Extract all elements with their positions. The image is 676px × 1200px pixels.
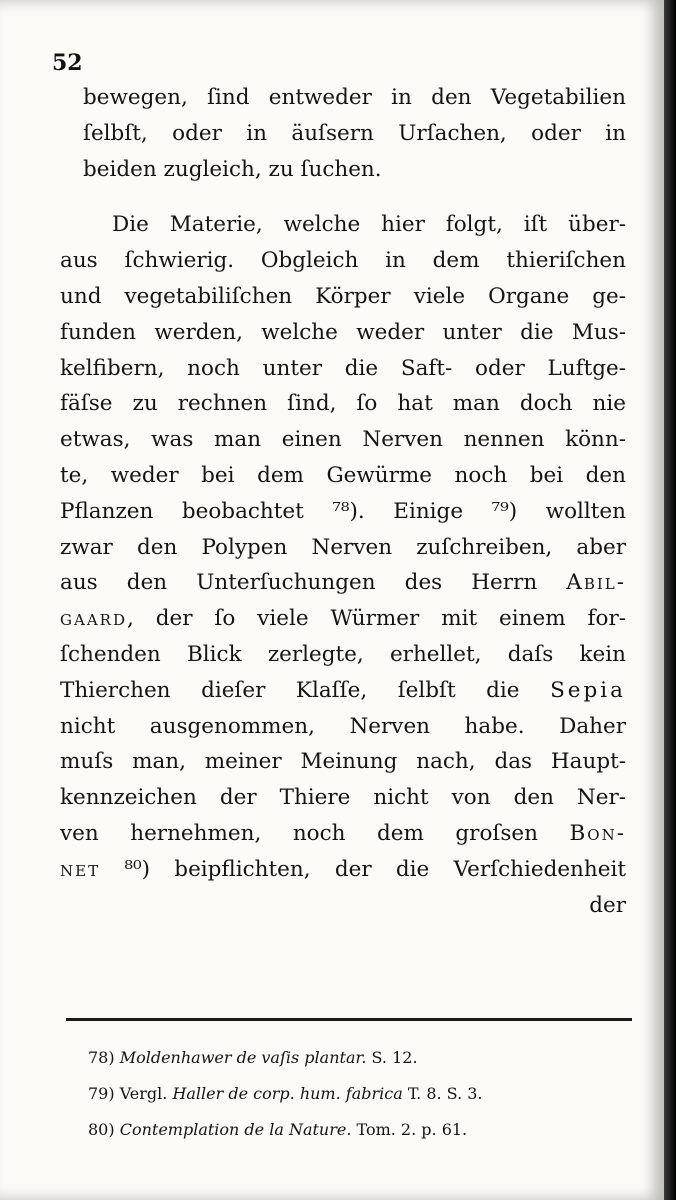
page-edge-shadow <box>664 0 676 1200</box>
text-line <box>60 601 626 637</box>
text-line <box>60 852 626 888</box>
text-segment: ven hernehmen, noch dem groſsen <box>60 820 538 846</box>
text-line: ſelbſt, oder in äuſsern Urſachen, oder in <box>83 120 626 146</box>
text-line: muſs man, meiner Meinung nach, das Haupt- <box>60 749 626 775</box>
author-name: Bon- <box>569 820 626 846</box>
text-line: kelfibern, noch unter die Saft- oder Luftge- <box>60 355 626 381</box>
footnote-number: 78) <box>88 1048 115 1067</box>
footnotes <box>88 1040 483 1148</box>
author-name: net <box>60 856 101 882</box>
text-line: funden werden, welche weder unter die Mus- <box>60 319 626 345</box>
footnote <box>88 1112 483 1148</box>
footnote-title: Haller de corp. hum. fabrica <box>172 1084 403 1103</box>
footnote-prefix: Vergl. <box>119 1084 173 1103</box>
catchword: der <box>589 892 626 918</box>
text-line: ſchenden Blick zerlegte, erhellet, daſs kein <box>60 641 626 667</box>
text-line: nicht ausgenommen, Nerven habe. Daher <box>60 713 626 739</box>
text-line: zwar den Polypen Nerven zuſchreiben, aber <box>60 534 626 560</box>
footnote <box>88 1076 483 1112</box>
footnote-number: 79) <box>88 1084 115 1103</box>
footnote-divider <box>66 1018 632 1021</box>
footnote <box>88 1040 483 1076</box>
text-line: bewegen, ſind entweder in den Vegetabilien <box>83 85 626 110</box>
author-name: gaard <box>60 606 127 632</box>
text-segment: ⁸⁰) beipflichten, der die Verſchiedenheit <box>100 856 626 882</box>
text-line: Pflanzen beobachtet ⁷⁸). Einige ⁷⁹) wollten <box>60 498 626 524</box>
text-segment: Thierchen dieſer Klaſſe, ſelbſt die <box>60 677 520 703</box>
text-line: Die Materie, welche hier folgt, iſt über- <box>112 212 626 238</box>
text-segment: , der ſo viele Würmer mit einem for- <box>126 606 626 632</box>
text-line <box>60 816 626 852</box>
text-line <box>60 673 626 709</box>
text-line: etwas, was man einen Nerven nennen könn- <box>60 427 626 453</box>
body-text <box>60 80 626 923</box>
footnote-title: Contemplation de la Nature. <box>119 1120 352 1139</box>
text-line: kennzeichen der Thiere nicht von den Ner- <box>60 785 626 811</box>
text-line: te, weder bei dem Gewürme noch bei den <box>60 462 626 488</box>
text-line: aus ſchwierig. Obgleich in dem thieriſchen <box>60 248 626 274</box>
text-line <box>60 565 626 601</box>
text-line: beiden zugleich, zu ſuchen. <box>83 156 382 182</box>
footnote-ref: S. 12. <box>366 1048 418 1067</box>
footnote-number: 80) <box>88 1120 115 1139</box>
page-number: 52 <box>52 50 83 76</box>
author-name: Abil- <box>566 570 626 596</box>
text-line: fäſse zu rechnen ſind, ſo hat man doch nie <box>60 391 626 417</box>
footnote-ref: Tom. 2. p. 61. <box>351 1120 468 1139</box>
footnote-title: Moldenhawer de vaſis plantar. <box>119 1048 367 1067</box>
text-line: und vegetabiliſchen Körper viele Organe ge- <box>60 283 626 309</box>
text-segment: aus den Unterſuchungen des Herrn <box>60 570 538 596</box>
footnote-ref: T. 8. S. 3. <box>402 1084 483 1103</box>
genus-name: Sepia <box>550 677 626 703</box>
